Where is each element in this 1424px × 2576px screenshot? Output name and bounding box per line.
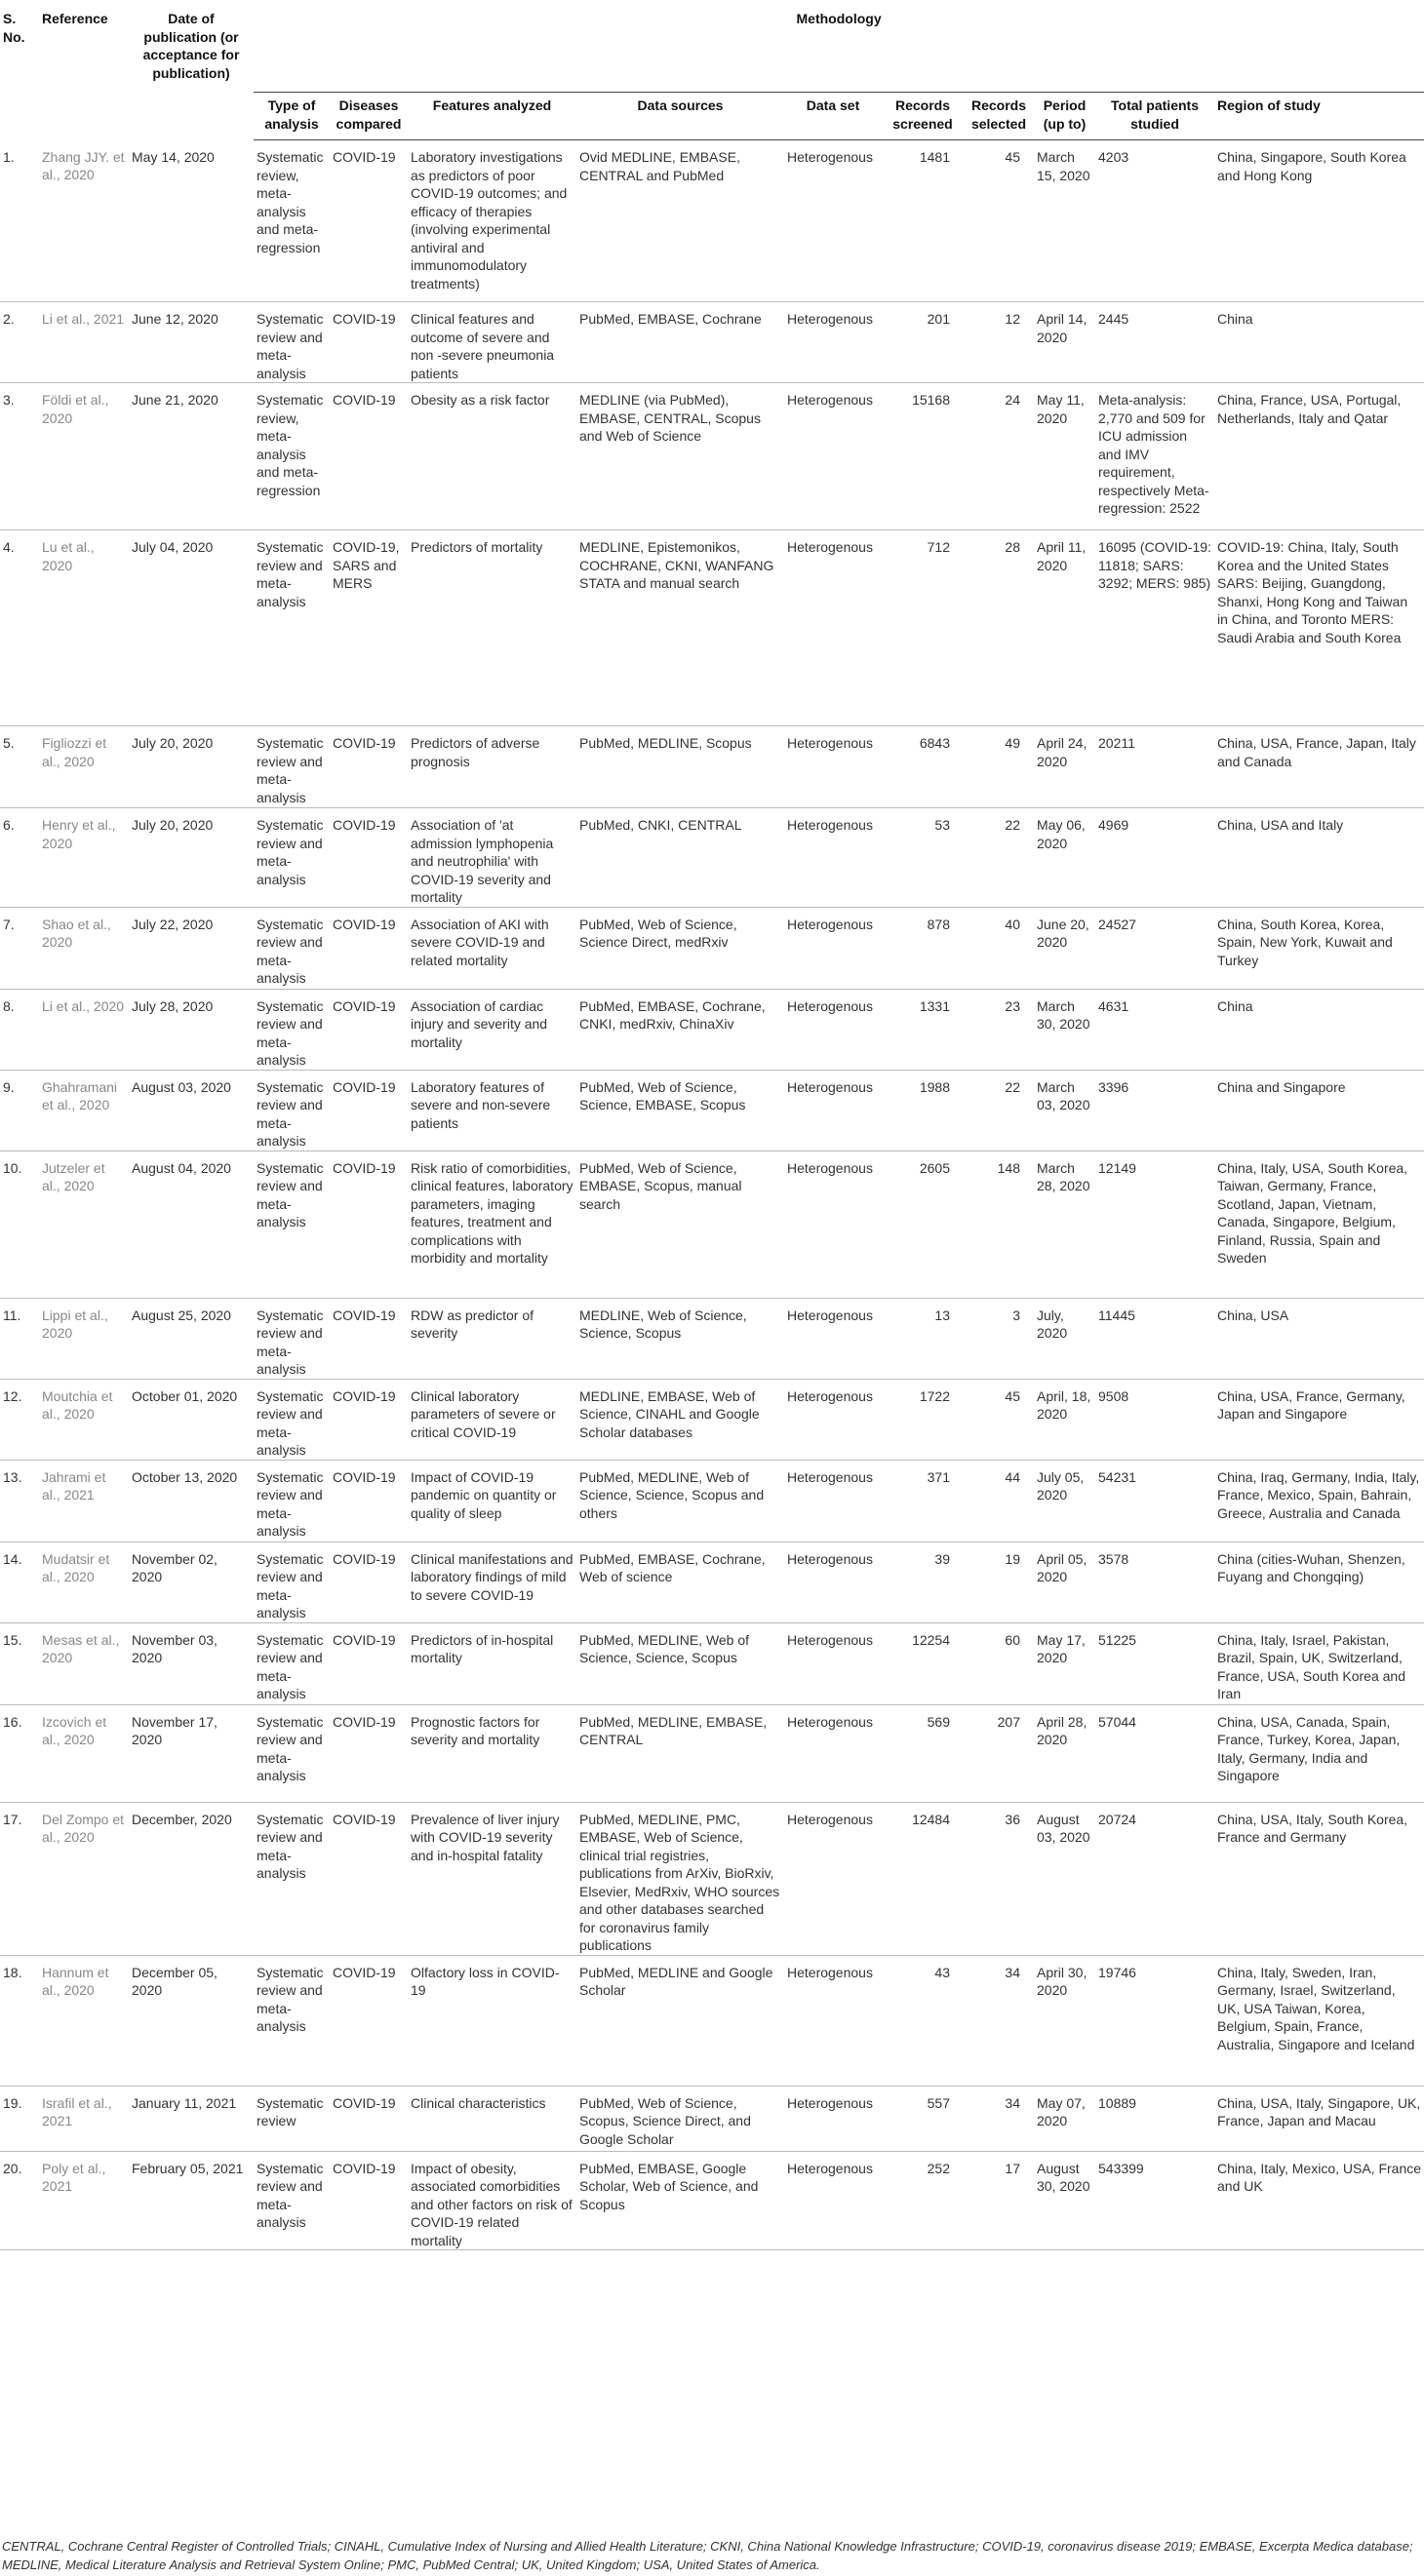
cell-selected: 44	[964, 1460, 1034, 1542]
header-region: Region of study	[1214, 93, 1424, 140]
cell-diseases: COVID-19	[330, 907, 408, 989]
cell-diseases: COVID-19	[330, 140, 408, 302]
cell-screened: 12254	[882, 1622, 964, 1704]
cell-type: Systematic review	[254, 2086, 330, 2151]
cell-period: May 07, 2020	[1034, 2086, 1095, 2151]
cell-region: China, USA, Italy, South Korea, France and Germany	[1214, 1802, 1424, 1955]
cell-sno: 15.	[0, 1622, 39, 1704]
cell-region: China, Italy, USA, South Korea, Taiwan, Germany, France, Scotland, Japan, Vietnam, Canada, Singapore, Belgium, Finland, Russia, Spain and Sweden	[1214, 1151, 1424, 1298]
cell-date: June 12, 2020	[129, 302, 254, 383]
cell-features: Laboratory features of severe and non-severe patients	[408, 1070, 576, 1151]
cell-dataset: Heterogenous	[784, 1070, 882, 1151]
cell-features: Impact of COVID-19 pandemic on quantity or quality of sleep	[408, 1460, 576, 1542]
cell-date: June 21, 2020	[129, 383, 254, 530]
cell-patients: 3396	[1095, 1070, 1214, 1151]
cell-period: March 30, 2020	[1034, 989, 1095, 1070]
cell-screened: 1481	[882, 140, 964, 302]
header-methodology: Methodology	[254, 2, 1424, 93]
cell-selected: 28	[964, 530, 1034, 726]
table-header	[0, 2, 1424, 140]
cell-screened: 6843	[882, 726, 964, 808]
cell-patients: 57044	[1095, 1704, 1214, 1802]
cell-period: May 11, 2020	[1034, 383, 1095, 530]
cell-diseases: COVID-19	[330, 1704, 408, 1802]
header-date: Date of publication (or acceptance for publication)	[142, 11, 240, 81]
cell-date: July 22, 2020	[129, 907, 254, 989]
cell-type: Systematic review and meta-analysis	[254, 726, 330, 808]
cell-selected: 23	[964, 989, 1034, 1070]
cell-dataset: Heterogenous	[784, 1151, 882, 1298]
cell-diseases: COVID-19	[330, 1460, 408, 1542]
cell-diseases: COVID-19	[330, 2151, 408, 2250]
cell-reference: Jahrami et al., 2021	[39, 1460, 129, 1542]
cell-dataset: Heterogenous	[784, 1298, 882, 1379]
cell-period: May 06, 2020	[1034, 808, 1095, 908]
cell-sources: PubMed, EMBASE, Cochrane, Web of science	[576, 1542, 784, 1622]
cell-type: Systematic review, meta-analysis and meta-regression	[254, 140, 330, 302]
table-row	[0, 1151, 1424, 1298]
cell-diseases: COVID-19	[330, 1802, 408, 1955]
cell-features: Predictors of mortality	[408, 530, 576, 726]
cell-region: China, South Korea, Korea, Spain, New York, Kuwait and Turkey	[1214, 907, 1424, 989]
cell-reference: Henry et al., 2020	[39, 808, 129, 908]
cell-reference: Shao et al., 2020	[39, 907, 129, 989]
cell-selected: 24	[964, 383, 1034, 530]
cell-date: August 03, 2020	[129, 1070, 254, 1151]
cell-features: Association of 'at admission lymphopenia and neutrophilia' with COVID-19 severity and mortality	[408, 808, 576, 908]
cell-patients: 24527	[1095, 907, 1214, 989]
cell-patients: 2445	[1095, 302, 1214, 383]
cell-features: RDW as predictor of severity	[408, 1298, 576, 1379]
cell-sno: 10.	[0, 1151, 39, 1298]
cell-sno: 4.	[0, 530, 39, 726]
header-screened: Records screened	[882, 93, 964, 140]
cell-period: August 03, 2020	[1034, 1802, 1095, 1955]
cell-period: July, 2020	[1034, 1298, 1095, 1379]
cell-screened: 1722	[882, 1379, 964, 1460]
cell-region: China, Iraq, Germany, India, Italy, France, Mexico, Spain, Bahrain, Greece, Australia and Canada	[1214, 1460, 1424, 1542]
cell-patients: 20724	[1095, 1802, 1214, 1955]
table-body	[0, 140, 1424, 2250]
cell-region: China, USA, Canada, Spain, France, Turkey, Korea, Japan, Italy, Germany, India and Singapore	[1214, 1704, 1424, 1802]
cell-period: March 28, 2020	[1034, 1151, 1095, 1298]
table-row	[0, 1460, 1424, 1542]
cell-date: October 13, 2020	[129, 1460, 254, 1542]
cell-region: China and Singapore	[1214, 1070, 1424, 1151]
cell-region: China, USA	[1214, 1298, 1424, 1379]
table-row	[0, 1542, 1424, 1622]
cell-features: Clinical features and outcome of severe and non -severe pneumonia patients	[408, 302, 576, 383]
header-period: Period (up to)	[1034, 93, 1095, 140]
cell-selected: 45	[964, 140, 1034, 302]
cell-diseases: COVID-19	[330, 383, 408, 530]
cell-type: Systematic review, meta-analysis and meta-regression	[254, 383, 330, 530]
cell-date: January 11, 2021	[129, 2086, 254, 2151]
cell-reference: Jutzeler et al., 2020	[39, 1151, 129, 1298]
cell-selected: 36	[964, 1802, 1034, 1955]
cell-reference: Lippi et al., 2020	[39, 1298, 129, 1379]
cell-diseases: COVID-19	[330, 1622, 408, 1704]
cell-dataset: Heterogenous	[784, 530, 882, 726]
cell-dataset: Heterogenous	[784, 1460, 882, 1542]
cell-period: April 11, 2020	[1034, 530, 1095, 726]
cell-features: Prevalence of liver injury with COVID-19 severity and in-hospital fatality	[408, 1802, 576, 1955]
cell-screened: 12484	[882, 1802, 964, 1955]
cell-dataset: Heterogenous	[784, 2151, 882, 2250]
cell-reference: Moutchia et al., 2020	[39, 1379, 129, 1460]
cell-screened: 53	[882, 808, 964, 908]
cell-region: China	[1214, 302, 1424, 383]
cell-patients: 11445	[1095, 1298, 1214, 1379]
cell-selected: 17	[964, 2151, 1034, 2250]
cell-screened: 13	[882, 1298, 964, 1379]
cell-reference: Földi et al., 2020	[39, 383, 129, 530]
cell-features: Obesity as a risk factor	[408, 383, 576, 530]
cell-region: China, USA and Italy	[1214, 808, 1424, 908]
cell-patients: Meta-analysis: 2,770 and 509 for ICU admission and IMV requirement, respectively Meta-regression: 2522	[1095, 383, 1214, 530]
cell-selected: 12	[964, 302, 1034, 383]
cell-screened: 569	[882, 1704, 964, 1802]
cell-sno: 17.	[0, 1802, 39, 1955]
cell-sources: PubMed, EMBASE, Google Scholar, Web of Science, and Scopus	[576, 2151, 784, 2250]
cell-patients: 4969	[1095, 808, 1214, 908]
cell-reference: Israfil et al., 2021	[39, 2086, 129, 2151]
table-row	[0, 808, 1424, 908]
table-row	[0, 726, 1424, 808]
table-row	[0, 1955, 1424, 2086]
cell-reference: Izcovich et al., 2020	[39, 1704, 129, 1802]
cell-date: August 04, 2020	[129, 1151, 254, 1298]
cell-screened: 201	[882, 302, 964, 383]
cell-sno: 11.	[0, 1298, 39, 1379]
cell-patients: 12149	[1095, 1151, 1214, 1298]
cell-sources: PubMed, CNKI, CENTRAL	[576, 808, 784, 908]
cell-screened: 371	[882, 1460, 964, 1542]
cell-patients: 16095 (COVID-19: 11818; SARS: 3292; MERS: 985)	[1095, 530, 1214, 726]
cell-sources: Ovid MEDLINE, EMBASE, CENTRAL and PubMed	[576, 140, 784, 302]
cell-reference: Hannum et al., 2020	[39, 1955, 129, 2086]
cell-diseases: COVID-19	[330, 1542, 408, 1622]
cell-sources: PubMed, MEDLINE, EMBASE, CENTRAL	[576, 1704, 784, 1802]
cell-period: April 14, 2020	[1034, 302, 1095, 383]
cell-screened: 252	[882, 2151, 964, 2250]
cell-dataset: Heterogenous	[784, 1379, 882, 1460]
cell-selected: 45	[964, 1379, 1034, 1460]
cell-features: Impact of obesity, associated comorbidities and other factors on risk of COVID-19 related mortality	[408, 2151, 576, 2250]
cell-dataset: Heterogenous	[784, 808, 882, 908]
cell-sources: PubMed, EMBASE, Cochrane, CNKI, medRxiv, ChinaXiv	[576, 989, 784, 1070]
cell-dataset: Heterogenous	[784, 1704, 882, 1802]
header-sno: S. No.	[3, 11, 25, 45]
cell-selected: 22	[964, 1070, 1034, 1151]
table-row	[0, 530, 1424, 726]
cell-sno: 5.	[0, 726, 39, 808]
cell-dataset: Heterogenous	[784, 2086, 882, 2151]
cell-region: China, USA, France, Germany, Japan and Singapore	[1214, 1379, 1424, 1460]
cell-diseases: COVID-19	[330, 2086, 408, 2151]
cell-type: Systematic review and meta-analysis	[254, 1802, 330, 1955]
table-row	[0, 1622, 1424, 1704]
cell-sno: 1.	[0, 140, 39, 302]
cell-type: Systematic review and meta-analysis	[254, 530, 330, 726]
cell-period: July 05, 2020	[1034, 1460, 1095, 1542]
cell-sno: 6.	[0, 808, 39, 908]
cell-region: China, Italy, Sweden, Iran, Germany, Israel, Switzerland, UK, USA Taiwan, Korea, Belgium, Spain, France, Australia, Singapore and Iceland	[1214, 1955, 1424, 2086]
cell-features: Clinical characteristics	[408, 2086, 576, 2151]
cell-patients: 4203	[1095, 140, 1214, 302]
cell-selected: 49	[964, 726, 1034, 808]
cell-selected: 19	[964, 1542, 1034, 1622]
table-row	[0, 989, 1424, 1070]
cell-type: Systematic review and meta-analysis	[254, 989, 330, 1070]
cell-region: China (cities-Wuhan, Shenzen, Fuyang and Chongqing)	[1214, 1542, 1424, 1622]
cell-date: May 14, 2020	[129, 140, 254, 302]
cell-reference: Mudatsir et al., 2020	[39, 1542, 129, 1622]
cell-sno: 2.	[0, 302, 39, 383]
cell-period: April 05, 2020	[1034, 1542, 1095, 1622]
table-row	[0, 302, 1424, 383]
header-diseases: Diseases compared	[330, 93, 408, 140]
cell-region: China	[1214, 989, 1424, 1070]
cell-region: China, Singapore, South Korea and Hong Kong	[1214, 140, 1424, 302]
cell-type: Systematic review and meta-analysis	[254, 2151, 330, 2250]
cell-date: July 28, 2020	[129, 989, 254, 1070]
cell-type: Systematic review and meta-analysis	[254, 808, 330, 908]
cell-sources: PubMed, MEDLINE, PMC, EMBASE, Web of Science, clinical trial registries, publications from ArXiv, BioRxiv, Elsevier, MedRxiv, WHO sources and other databases searched for coronavirus family publications	[576, 1802, 784, 1955]
cell-features: Laboratory investigations as predictors of poor COVID-19 outcomes; and efficacy of therapies (involving experimental antiviral and immunomodulatory treatments)	[408, 140, 576, 302]
cell-dataset: Heterogenous	[784, 302, 882, 383]
table-row	[0, 383, 1424, 530]
cell-date: December, 2020	[129, 1802, 254, 1955]
cell-patients: 9508	[1095, 1379, 1214, 1460]
cell-type: Systematic review and meta-analysis	[254, 302, 330, 383]
cell-sources: PubMed, Web of Science, Science, EMBASE, Scopus	[576, 1070, 784, 1151]
cell-selected: 148	[964, 1151, 1034, 1298]
cell-sno: 7.	[0, 907, 39, 989]
cell-date: August 25, 2020	[129, 1298, 254, 1379]
cell-date: November 02, 2020	[129, 1542, 254, 1622]
cell-selected: 40	[964, 907, 1034, 989]
cell-screened: 878	[882, 907, 964, 989]
cell-sources: MEDLINE, Epistemonikos, COCHRANE, CKNI, WANFANG STATA and manual search	[576, 530, 784, 726]
cell-reference: Lu et al., 2020	[39, 530, 129, 726]
cell-patients: 4631	[1095, 989, 1214, 1070]
cell-reference: Ghahramani et al., 2020	[39, 1070, 129, 1151]
cell-features: Olfactory loss in COVID-19	[408, 1955, 576, 2086]
cell-sources: PubMed, EMBASE, Cochrane	[576, 302, 784, 383]
cell-features: Clinical laboratory parameters of severe or critical COVID-19	[408, 1379, 576, 1460]
cell-selected: 34	[964, 1955, 1034, 2086]
cell-period: June 20, 2020	[1034, 907, 1095, 989]
cell-diseases: COVID-19	[330, 1955, 408, 2086]
cell-diseases: COVID-19	[330, 808, 408, 908]
cell-type: Systematic review and meta-analysis	[254, 1704, 330, 1802]
cell-sno: 3.	[0, 383, 39, 530]
cell-type: Systematic review and meta-analysis	[254, 1070, 330, 1151]
cell-sources: PubMed, Web of Science, EMBASE, Scopus, manual search	[576, 1151, 784, 1298]
cell-sno: 14.	[0, 1542, 39, 1622]
cell-sno: 18.	[0, 1955, 39, 2086]
cell-sno: 12.	[0, 1379, 39, 1460]
cell-reference: Li et al., 2021	[39, 302, 129, 383]
cell-selected: 3	[964, 1298, 1034, 1379]
cell-screened: 43	[882, 1955, 964, 2086]
cell-patients: 51225	[1095, 1622, 1214, 1704]
table-row	[0, 1379, 1424, 1460]
cell-features: Association of AKI with severe COVID-19 and related mortality	[408, 907, 576, 989]
header-selected: Records selected	[964, 93, 1034, 140]
cell-sources: PubMed, Web of Science, Science Direct, medRxiv	[576, 907, 784, 989]
cell-reference: Poly et al., 2021	[39, 2151, 129, 2250]
cell-date: November 17, 2020	[129, 1704, 254, 1802]
cell-diseases: COVID-19, SARS and MERS	[330, 530, 408, 726]
methodology-table	[0, 2, 1424, 2250]
cell-dataset: Heterogenous	[784, 989, 882, 1070]
cell-type: Systematic review and meta-analysis	[254, 1460, 330, 1542]
header-reference: Reference	[42, 11, 108, 26]
cell-reference: Figliozzi et al., 2020	[39, 726, 129, 808]
cell-type: Systematic review and meta-analysis	[254, 1955, 330, 2086]
cell-date: November 03, 2020	[129, 1622, 254, 1704]
cell-patients: 20211	[1095, 726, 1214, 808]
cell-type: Systematic review and meta-analysis	[254, 907, 330, 989]
cell-features: Prognostic factors for severity and mortality	[408, 1704, 576, 1802]
cell-screened: 2605	[882, 1151, 964, 1298]
cell-region: China, USA, France, Japan, Italy and Canada	[1214, 726, 1424, 808]
table-footnote: CENTRAL, Cochrane Central Register of Controlled Trials; CINAHL, Cumulative Index of Nursing and Allied Health Literature; CKNI, China National Knowledge Infrastructure; COVID-19, coronavirus disease 2019; EMBASE, Excerpta Medica database; MEDLINE, Medical Literature Analysis and Retrieval System Online; PMC, PubMed Central; UK, United Kingdom; USA, United States of America.	[2, 2539, 1413, 2572]
cell-patients: 10889	[1095, 2086, 1214, 2151]
cell-screened: 712	[882, 530, 964, 726]
cell-region: China, Italy, Israel, Pakistan, Brazil, Spain, UK, Switzerland, France, USA, South Korea and Iran	[1214, 1622, 1424, 1704]
cell-diseases: COVID-19	[330, 1070, 408, 1151]
cell-sno: 8.	[0, 989, 39, 1070]
cell-dataset: Heterogenous	[784, 907, 882, 989]
cell-type: Systematic review and meta-analysis	[254, 1542, 330, 1622]
cell-sno: 9.	[0, 1070, 39, 1151]
cell-diseases: COVID-19	[330, 1151, 408, 1298]
cell-date: December 05, 2020	[129, 1955, 254, 2086]
table-row	[0, 1298, 1424, 1379]
cell-sources: PubMed, MEDLINE, Scopus	[576, 726, 784, 808]
header-patients: Total patients studied	[1095, 93, 1214, 140]
header-type: Type of analysis	[254, 93, 330, 140]
cell-screened: 557	[882, 2086, 964, 2151]
cell-screened: 1331	[882, 989, 964, 1070]
table-row	[0, 907, 1424, 989]
cell-patients: 3578	[1095, 1542, 1214, 1622]
cell-type: Systematic review and meta-analysis	[254, 1622, 330, 1704]
cell-region: COVID-19: China, Italy, South Korea and the United States SARS: Beijing, Guangdong, Shanxi, Hong Kong and Taiwan in China, and Toronto MERS: Saudi Arabia and South Korea	[1214, 530, 1424, 726]
cell-date: July 20, 2020	[129, 726, 254, 808]
cell-type: Systematic review and meta-analysis	[254, 1151, 330, 1298]
cell-period: April 30, 2020	[1034, 1955, 1095, 2086]
cell-diseases: COVID-19	[330, 726, 408, 808]
cell-sources: MEDLINE, Web of Science, Science, Scopus	[576, 1298, 784, 1379]
cell-sources: PubMed, Web of Science, Scopus, Science Direct, and Google Scholar	[576, 2086, 784, 2151]
cell-region: China, Italy, Mexico, USA, France and UK	[1214, 2151, 1424, 2250]
cell-reference: Del Zompo et al., 2020	[39, 1802, 129, 1955]
cell-sources: PubMed, MEDLINE, Web of Science, Science, Scopus and others	[576, 1460, 784, 1542]
cell-reference: Li et al., 2020	[39, 989, 129, 1070]
cell-period: March 15, 2020	[1034, 140, 1095, 302]
cell-period: March 03, 2020	[1034, 1070, 1095, 1151]
cell-diseases: COVID-19	[330, 1298, 408, 1379]
cell-sources: PubMed, MEDLINE and Google Scholar	[576, 1955, 784, 2086]
cell-dataset: Heterogenous	[784, 1542, 882, 1622]
table-row	[0, 2086, 1424, 2151]
cell-dataset: Heterogenous	[784, 1802, 882, 1955]
cell-period: April 24, 2020	[1034, 726, 1095, 808]
cell-date: February 05, 2021	[129, 2151, 254, 2250]
cell-type: Systematic review and meta-analysis	[254, 1298, 330, 1379]
cell-sno: 16.	[0, 1704, 39, 1802]
cell-screened: 1988	[882, 1070, 964, 1151]
cell-diseases: COVID-19	[330, 1379, 408, 1460]
table-row	[0, 1704, 1424, 1802]
header-dataset: Data set	[784, 93, 882, 140]
cell-date: July 20, 2020	[129, 808, 254, 908]
cell-region: China, USA, Italy, Singapore, UK, France, Japan and Macau	[1214, 2086, 1424, 2151]
cell-dataset: Heterogenous	[784, 1622, 882, 1704]
cell-period: April, 18, 2020	[1034, 1379, 1095, 1460]
cell-features: Association of cardiac injury and severity and mortality	[408, 989, 576, 1070]
cell-sources: PubMed, MEDLINE, Web of Science, Science, Scopus	[576, 1622, 784, 1704]
cell-sources: MEDLINE, EMBASE, Web of Science, CINAHL and Google Scholar databases	[576, 1379, 784, 1460]
cell-features: Clinical manifestations and laboratory findings of mild to severe COVID-19	[408, 1542, 576, 1622]
cell-dataset: Heterogenous	[784, 1955, 882, 2086]
table-row	[0, 2151, 1424, 2250]
cell-screened: 15168	[882, 383, 964, 530]
cell-date: October 01, 2020	[129, 1379, 254, 1460]
cell-period: August 30, 2020	[1034, 2151, 1095, 2250]
table-row	[0, 140, 1424, 302]
cell-period: May 17, 2020	[1034, 1622, 1095, 1704]
cell-type: Systematic review and meta-analysis	[254, 1379, 330, 1460]
cell-reference: Zhang JJY. et al., 2020	[39, 140, 129, 302]
header-features: Features analyzed	[408, 93, 576, 140]
cell-dataset: Heterogenous	[784, 726, 882, 808]
cell-sources: MEDLINE (via PubMed), EMBASE, CENTRAL, Scopus and Web of Science	[576, 383, 784, 530]
cell-features: Predictors of adverse prognosis	[408, 726, 576, 808]
cell-region: China, France, USA, Portugal, Netherlands, Italy and Qatar	[1214, 383, 1424, 530]
table-row	[0, 1070, 1424, 1151]
cell-selected: 22	[964, 808, 1034, 908]
cell-sno: 20.	[0, 2151, 39, 2250]
cell-diseases: COVID-19	[330, 989, 408, 1070]
cell-dataset: Heterogenous	[784, 383, 882, 530]
cell-patients: 19746	[1095, 1955, 1214, 2086]
cell-screened: 39	[882, 1542, 964, 1622]
cell-selected: 60	[964, 1622, 1034, 1704]
cell-selected: 34	[964, 2086, 1034, 2151]
cell-sno: 13.	[0, 1460, 39, 1542]
cell-selected: 207	[964, 1704, 1034, 1802]
cell-dataset: Heterogenous	[784, 140, 882, 302]
header-sources: Data sources	[576, 93, 784, 140]
cell-features: Risk ratio of comorbidities, clinical features, laboratory parameters, imaging features, treatment and complications with morbidity and mortality	[408, 1151, 576, 1298]
cell-patients: 543399	[1095, 2151, 1214, 2250]
table-row	[0, 1802, 1424, 1955]
cell-reference: Mesas et al., 2020	[39, 1622, 129, 1704]
cell-patients: 54231	[1095, 1460, 1214, 1542]
cell-date: July 04, 2020	[129, 530, 254, 726]
cell-diseases: COVID-19	[330, 302, 408, 383]
cell-period: April 28, 2020	[1034, 1704, 1095, 1802]
cell-features: Predictors of in-hospital mortality	[408, 1622, 576, 1704]
cell-sno: 19.	[0, 2086, 39, 2151]
